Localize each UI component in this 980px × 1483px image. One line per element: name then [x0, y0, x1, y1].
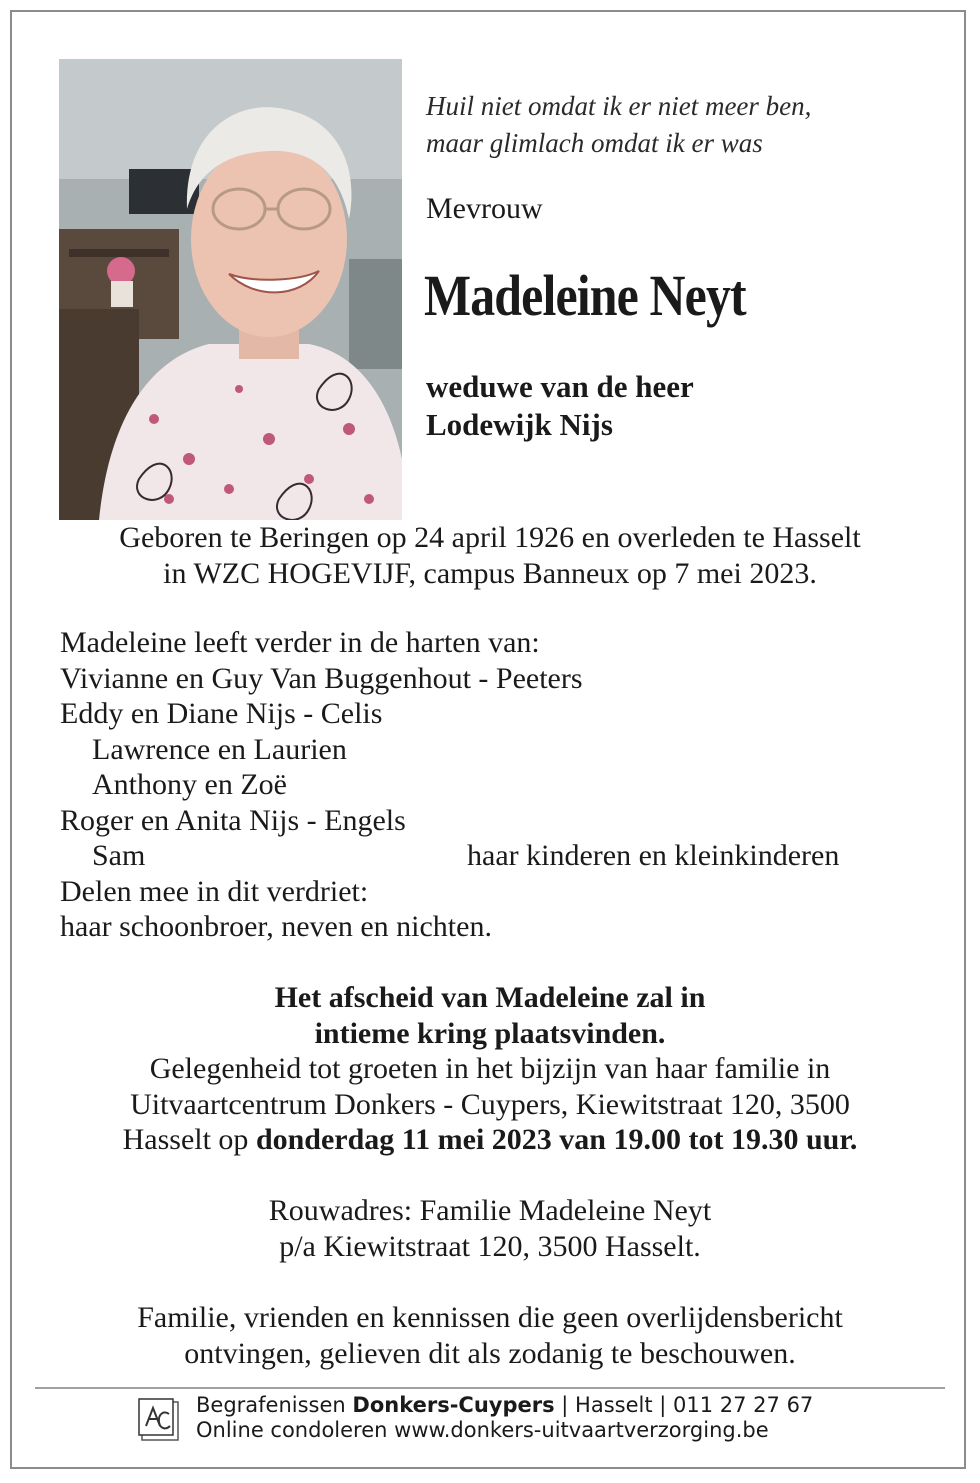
notice-line-2: ontvingen, gelieven dit als zodanig te beschouwen.	[184, 1337, 796, 1370]
notice-line-1: Familie, vrienden en kennissen die geen overlijdensbericht	[137, 1301, 843, 1334]
farewell-datetime: donderdag 11 mei 2023 van 19.00 tot 19.30 uur.	[255, 1123, 858, 1156]
farewell-line-3	[0, 1122, 980, 1158]
address-line-2: p/a Kiewitstraat 120, 3500 Hasselt.	[279, 1230, 701, 1263]
widow-of	[426, 368, 694, 444]
funeral-home-logo-icon	[138, 1398, 180, 1442]
widow-line-1: weduwe van de heer	[426, 369, 694, 404]
family-line-1: Vivianne en Guy Van Buggenhout - Peeters	[60, 662, 583, 695]
footer-company: Donkers-Cuypers	[352, 1393, 555, 1417]
footer-online-label: Online condoleren	[196, 1418, 395, 1442]
footer-line-2	[196, 1418, 813, 1443]
address-line-1: Rouwadres: Familie Madeleine Neyt	[268, 1194, 712, 1227]
family-line-4: Anthony en Zoë	[92, 768, 287, 801]
children-label: haar kinderen en kleinkinderen	[467, 839, 840, 872]
family-intro: Madeleine leeft verder in de harten van:	[60, 626, 540, 659]
share-intro: Delen mee in dit verdriet:	[60, 875, 369, 908]
quote-line-1: Huil niet omdat ik er niet meer ben,	[426, 91, 812, 121]
deceased-name: Madeleine Neyt	[424, 263, 746, 328]
footer-line-1	[196, 1393, 813, 1418]
family-line-5: Roger en Anita Nijs - Engels	[60, 804, 406, 837]
footer-city: | Hasselt |	[554, 1393, 674, 1417]
share-line: haar schoonbroer, neven en nichten.	[60, 910, 492, 943]
quote-line-2: maar glimlach omdat ik er was	[426, 128, 763, 158]
farewell-bold-2: intieme kring plaatsvinden.	[314, 1017, 666, 1050]
farewell-line-3-prefix: Hasselt op	[122, 1123, 256, 1156]
portrait-photo	[59, 59, 402, 520]
footer-website-link[interactable]: www.donkers-uitvaartverzorging.be	[394, 1418, 769, 1442]
footer	[196, 1393, 813, 1443]
footer-prefix: Begrafenissen	[196, 1393, 353, 1417]
family-line-2: Eddy en Diane Nijs - Celis	[60, 697, 383, 730]
farewell-bold-1: Het afscheid van Madeleine zal in	[274, 981, 706, 1014]
widow-line-2: Lodewijk Nijs	[426, 407, 613, 442]
family-line-3: Lawrence en Laurien	[92, 733, 347, 766]
footer-divider	[35, 1387, 945, 1389]
family-line-6: Sam	[92, 839, 146, 872]
footer-phone[interactable]: 011 27 27 67	[673, 1393, 814, 1417]
farewell-line-1: Gelegenheid tot groeten in het bijzijn van haar familie in	[149, 1052, 831, 1085]
farewell-line-2: Uitvaartcentrum Donkers - Cuypers, Kiewitstraat 120, 3500	[130, 1088, 850, 1121]
birth-death-line-2: in WZC HOGEVIJF, campus Banneux op 7 mei 2023.	[163, 557, 817, 590]
memorial-quote	[426, 88, 811, 162]
birth-death-line-1: Geboren te Beringen op 24 april 1926 en overleden te Hasselt	[119, 521, 861, 554]
honorific: Mevrouw	[426, 192, 543, 225]
